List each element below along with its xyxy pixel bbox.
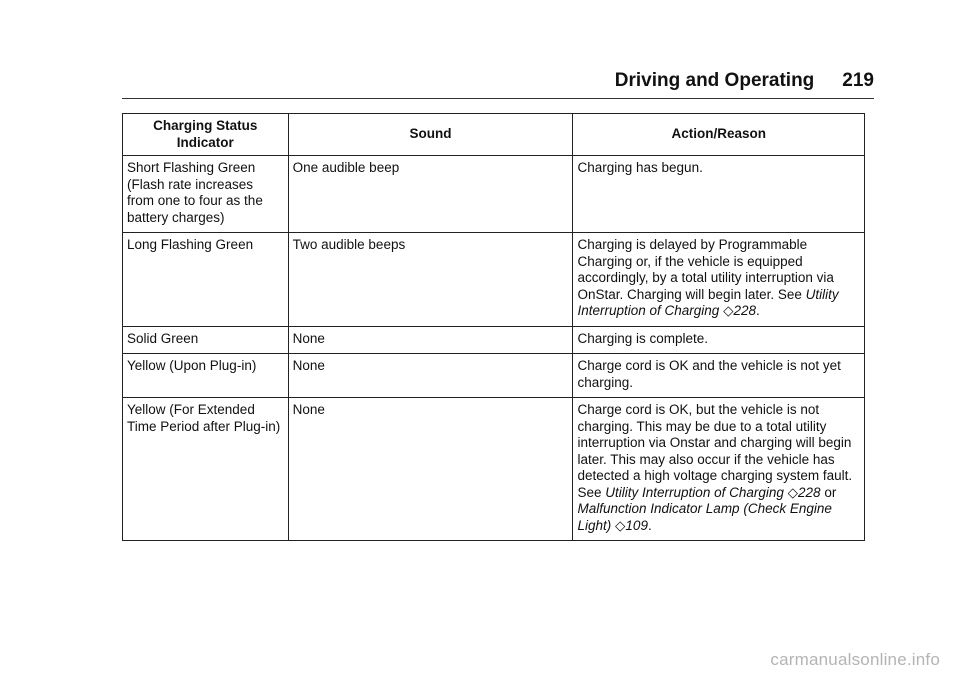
cross-reference-link[interactable]: Malfunction Indicator Lamp (Check Engine Light): [577, 501, 832, 533]
cross-reference-link[interactable]: Utility Interruption of Charging: [577, 286, 839, 318]
charging-status-table: [122, 113, 865, 541]
column-header-action: Action/Reason: [573, 114, 865, 156]
section-title: Driving and Operating: [614, 70, 815, 91]
table-row: [123, 233, 865, 327]
page-reference-icon: ◇: [787, 484, 799, 500]
watermark: carmanualsonline.info: [770, 650, 940, 669]
page-reference-icon: ◇: [723, 303, 734, 318]
cross-reference-page: 109: [625, 517, 648, 533]
sound-cell: Two audible beeps: [288, 233, 573, 327]
action-cell: Charge cord is OK and the vehicle is not yet charging.: [573, 354, 865, 398]
indicator-cell: Solid Green: [123, 326, 289, 354]
column-header-sound: Sound: [288, 114, 573, 156]
table-row: [123, 354, 865, 398]
sound-cell: One audible beep: [288, 156, 573, 233]
page-reference-icon: ◇: [615, 517, 626, 533]
table-row: [123, 156, 865, 233]
cross-reference-link[interactable]: Utility Interruption of Charging: [605, 484, 784, 500]
table-row: [123, 326, 865, 354]
sound-cell: None: [288, 398, 573, 541]
sound-cell: None: [288, 326, 573, 354]
action-cell: Charging has begun.: [573, 156, 865, 233]
table-header-row: [123, 114, 865, 156]
page-header: [122, 70, 874, 92]
page-number: 219: [842, 70, 874, 91]
cross-reference-page: 228: [798, 484, 821, 500]
indicator-cell: Short Flashing Green (Flash rate increases from one to four as the battery charges): [123, 156, 289, 233]
table-row: [123, 398, 865, 541]
indicator-cell: Yellow (For Extended Time Period after Plug-in): [123, 398, 289, 541]
action-cell: Charging is delayed by Programmable Charging or, if the vehicle is equipped accordingly, by a total utility interruption via OnStar. Charging will begin later. See Utility Interruption of Charging ◇228.: [573, 233, 865, 327]
indicator-cell: Yellow (Upon Plug-in): [123, 354, 289, 398]
action-cell: Charge cord is OK, but the vehicle is not charging. This may be due to a total utility interruption via Onstar and charging will begin later. This may also occur if the vehicle has detected a high voltage charging system fault. See Utility Interruption of Charging ◇228 or Malfunction Indicator Lamp (Check Engine Light) ◇109.: [573, 398, 865, 541]
column-header-indicator: Charging Status Indicator: [123, 114, 289, 156]
sound-cell: None: [288, 354, 573, 398]
indicator-cell: Long Flashing Green: [123, 233, 289, 327]
cross-reference-page: 228: [733, 303, 757, 318]
header-rule: [122, 98, 874, 99]
action-cell: Charging is complete.: [573, 326, 865, 354]
